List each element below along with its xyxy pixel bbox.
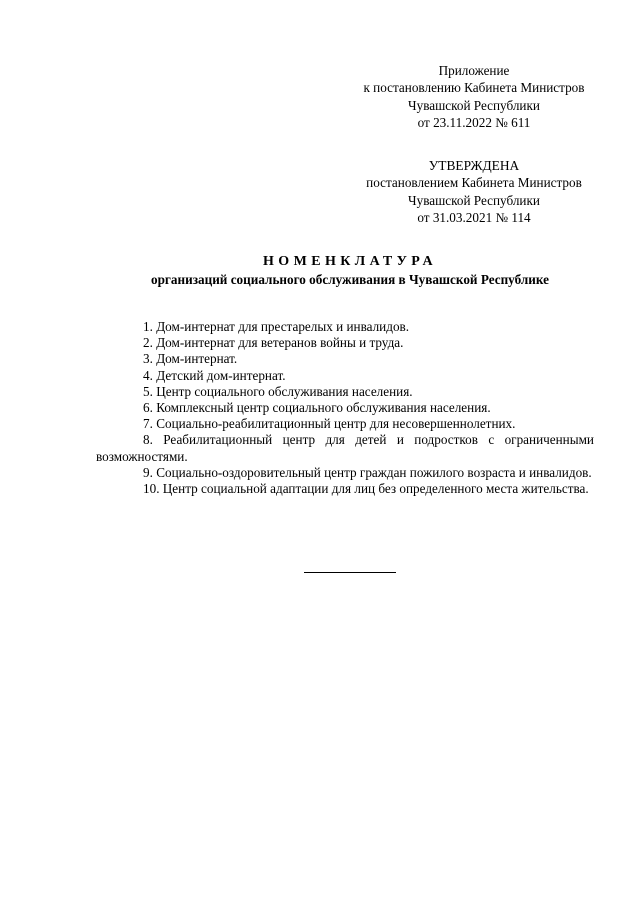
approved-date-number: от 31.03.2021 № 114 — [417, 209, 531, 225]
document-subtitle: организаций социального обслуживания в Чувашской Республике — [151, 272, 549, 287]
list-item: 5. Центр социального обслуживания населения. — [143, 383, 413, 399]
list-item: 4. Детский дом-интернат. — [143, 367, 286, 383]
document-title: НОМЕНКЛАТУРА — [263, 254, 437, 269]
approved-republic-line: Чувашской Республики — [408, 192, 540, 208]
appendix-republic-line: Чувашской Республики — [408, 97, 540, 113]
approved-resolution-line: постановлением Кабинета Министров — [366, 175, 582, 191]
list-item: 6. Комплексный центр социального обслуживания населения. — [143, 400, 491, 416]
closing-divider — [304, 572, 396, 573]
appendix-label: Приложение — [438, 63, 510, 78]
list-item: 2. Дом-интернат для ветеранов войны и труда. — [143, 335, 404, 351]
appendix-date-number: от 23.11.2022 № 611 — [417, 114, 531, 130]
approval-stamp — [352, 157, 596, 226]
approved-label: УТВЕРЖДЕНА — [428, 158, 520, 173]
list-item: 10. Центр социальной адаптации для лиц без определенного места жительства. — [143, 481, 589, 497]
list-item: 8. Реабилитационный центр для детей и подростков с ограниченными возможностями. — [96, 432, 594, 464]
list-item: 3. Дом-интернат. — [143, 351, 238, 367]
appendix-header — [352, 62, 596, 131]
list-item: 1. Дом-интернат для престарелых и инвалидов. — [143, 319, 410, 334]
organization-list — [96, 319, 594, 497]
list-item: 9. Социально-оздоровительный центр граждан пожилого возраста и инвалидов. — [143, 464, 592, 480]
list-item: 7. Социально-реабилитационный центр для несовершеннолетних. — [143, 416, 516, 432]
appendix-resolution-line: к постановлению Кабинета Министров — [363, 80, 585, 96]
